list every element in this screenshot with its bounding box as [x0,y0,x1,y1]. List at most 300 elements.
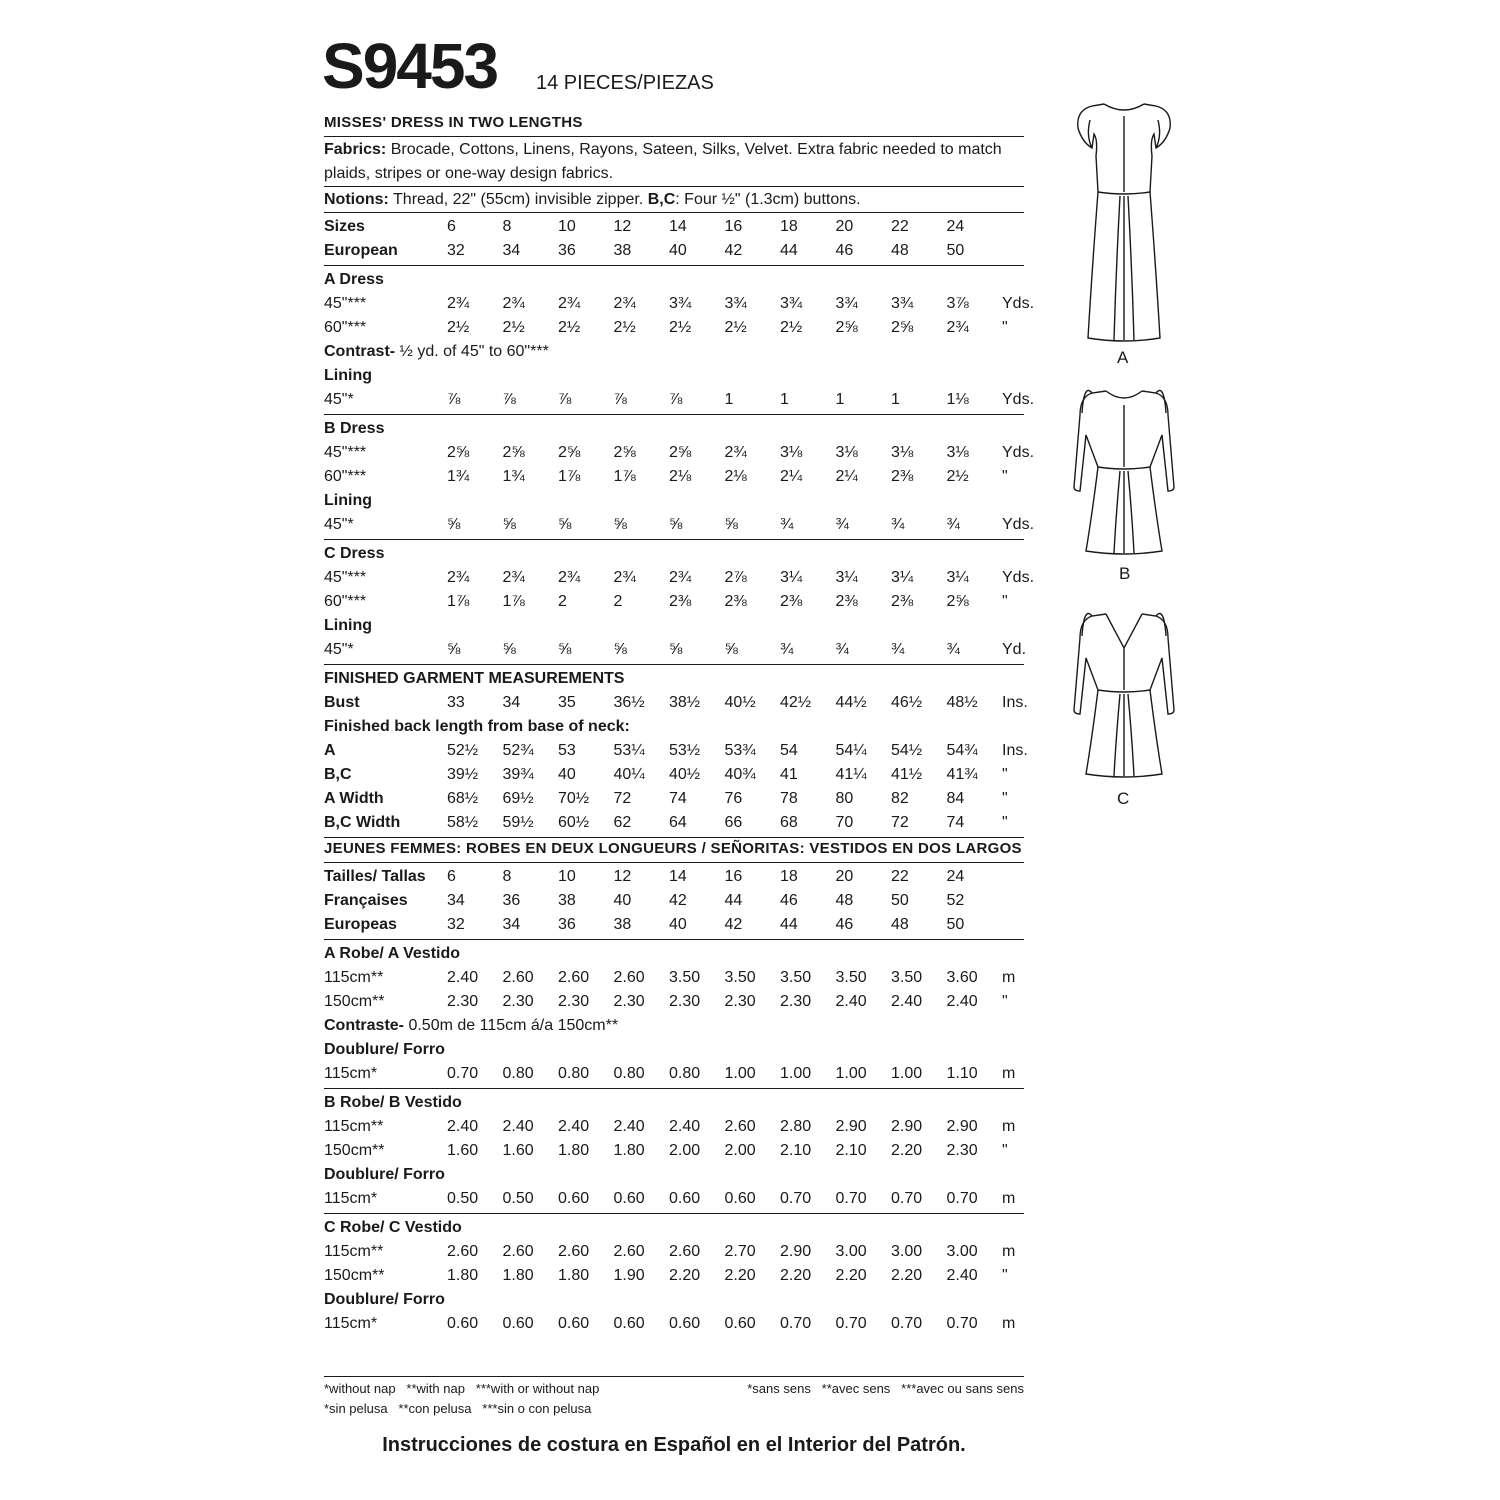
row-label: Sizes [324,218,365,235]
unit-label: " [1002,1267,1008,1284]
table-cell: 1.90 [613,1267,645,1284]
dress-a-lining-rows [324,388,1035,412]
table-cell: 2½ [724,319,747,336]
table-cell: 20 [835,868,854,885]
table-cell: ¾ [835,516,849,533]
table-cell: 0.60 [613,1315,645,1332]
table-cell: 3¾ [835,295,858,312]
table-cell: 34 [502,242,521,259]
finished-rows [324,739,1028,835]
table-cell: 2½ [502,319,525,336]
table-cell: 0.80 [502,1065,534,1082]
robe-b-lining-rows [324,1187,1024,1211]
table-cell: 52 [946,892,965,909]
pattern-title: MISSES' DRESS IN TWO LENGTHS [324,112,1024,137]
table-cell: 48 [891,916,909,933]
table-cell: 0.70 [780,1315,812,1332]
notions-bc-label: B,C [647,191,676,208]
table-cell: 2.60 [447,1243,479,1260]
dress-b-lining-heading: Lining [324,492,372,509]
table-cell: 40 [669,242,687,259]
table-cell: ⅞ [613,391,627,408]
table-cell: 2⅜ [724,593,747,610]
table-cell: 2 [558,593,567,610]
table-cell: 50 [946,242,965,259]
contraste-label: Contraste- [324,1017,405,1034]
table-cell: 36 [502,892,521,909]
table-cell: 2⅞ [724,569,747,586]
row-label: 45"* [324,516,354,533]
table-cell: 2½ [558,319,581,336]
dress-a-illustration [1068,100,1180,345]
table-cell: 1.80 [447,1267,479,1284]
table-cell: 2.30 [780,993,812,1010]
table-row [324,513,1035,537]
dress-a-heading: A Dress [324,271,384,288]
table-row [324,1187,1024,1211]
dress-a-section [324,266,1035,415]
table-row [324,1264,1024,1288]
table-cell: 3.50 [891,969,923,986]
table-cell: ¾ [891,516,905,533]
contraste-line [324,1014,1024,1038]
unit-label: " [1002,593,1008,610]
table-cell: 3⅛ [891,444,914,461]
table-cell: 2.30 [502,993,534,1010]
table-cell: 2⅝ [835,319,858,336]
table-row [324,215,1024,239]
table-cell: 0.60 [502,1315,534,1332]
table-cell: 62 [613,814,632,831]
table-cell: 40 [558,766,576,783]
table-cell: 2.60 [613,1243,645,1260]
table-cell: 44 [780,916,798,933]
figure-b-label: B [1119,564,1131,583]
table-cell: 0.70 [835,1190,867,1207]
row-label: 45"*** [324,569,367,586]
table-cell: 0.70 [835,1315,867,1332]
table-cell: 2.40 [447,969,479,986]
table-row [324,292,1035,316]
table-row [324,465,1024,489]
table-cell: 1 [835,391,845,408]
table-cell: 2⅝ [669,444,692,461]
table-cell: 2.30 [558,993,590,1010]
table-row [324,1240,1024,1264]
table-cell: 0.50 [502,1190,534,1207]
table-cell: 2.20 [891,1267,923,1284]
table-cell: 2.40 [669,1118,701,1135]
table-cell: 2⅛ [669,468,692,485]
table-cell: 40 [613,892,632,909]
table-cell: 40½ [669,766,701,783]
table-cell: 2¾ [724,444,747,461]
table-cell: 0.60 [669,1315,701,1332]
table-cell: 3.50 [835,969,867,986]
table-cell: 32 [447,242,465,259]
table-cell: 40¾ [724,766,756,783]
table-cell: 2⅜ [669,593,692,610]
table-cell: 50 [891,892,909,909]
row-label: 60"*** [324,319,367,336]
table-cell: ⅞ [502,391,516,408]
table-cell: 2⅜ [891,593,914,610]
table-cell: 53 [558,742,576,759]
table-row [324,865,1024,889]
table-cell: 12 [613,218,632,235]
unit-label: Ins. [1002,742,1028,759]
table-cell: 36 [558,916,576,933]
table-row [324,239,1024,263]
table-cell: 2.90 [946,1118,978,1135]
table-cell: 46 [835,916,854,933]
row-label: 45"* [324,391,354,408]
table-cell: 2⅜ [891,468,914,485]
dress-b-heading: B Dress [324,420,385,437]
unit-label: m [1002,1065,1016,1082]
table-cell: 70½ [558,790,590,807]
table-cell: 1.60 [502,1142,534,1159]
table-cell: 38 [613,242,632,259]
table-cell: 41½ [891,766,923,783]
table-cell: 2.10 [780,1142,812,1159]
table-cell: 59½ [502,814,534,831]
unit-label: Yds. [1002,295,1035,312]
table-cell: 2.40 [946,993,978,1010]
robe-c-heading: C Robe/ C Vestido [324,1219,462,1236]
table-cell: 2.30 [447,993,479,1010]
finished-measurements-section [324,665,1028,838]
table-row [324,990,1024,1014]
table-cell: ¾ [780,516,794,533]
table-cell: 8 [502,868,512,885]
contrast-label: Contrast- [324,343,396,360]
table-cell: 6 [447,868,456,885]
table-cell: 80 [835,790,854,807]
row-label: 150cm** [324,993,385,1010]
table-cell: 2¾ [502,295,525,312]
table-cell: 53½ [669,742,701,759]
dress-c-section [324,540,1035,665]
table-cell: 1⅞ [502,593,525,610]
table-cell: 1.80 [502,1267,534,1284]
table-cell: 2.60 [724,1118,756,1135]
table-cell: 2.20 [669,1267,701,1284]
table-cell: 52¾ [502,742,534,759]
row-label: Europeas [324,916,397,933]
table-cell: 52½ [447,742,479,759]
footnote-french: *sans sens **avec sens ***avec ou sans sens [747,1381,1024,1396]
table-cell: 38 [613,916,632,933]
table-cell: 0.80 [669,1065,701,1082]
table-row [324,1115,1024,1139]
robe-c-lining-heading: Doublure/ Forro [324,1291,445,1308]
table-cell: 2.60 [669,1243,701,1260]
table-cell: 53¾ [724,742,756,759]
table-cell: 3.50 [669,969,701,986]
row-label: 115cm** [324,1118,384,1135]
table-cell: 3¾ [724,295,747,312]
table-cell: 2¾ [613,295,636,312]
unit-label [1002,239,1034,263]
table-cell: 44½ [835,694,867,711]
notions-text: Thread, 22" (55cm) invisible zipper. [388,191,648,208]
table-cell: 2.40 [558,1118,590,1135]
unit-label: Yds. [1002,391,1035,408]
row-label: 45"*** [324,444,367,461]
table-cell: 1.80 [558,1142,590,1159]
table-cell: 0.60 [724,1190,756,1207]
table-cell: 2.60 [502,969,534,986]
table-cell: 38 [558,892,576,909]
table-cell: 74 [946,814,965,831]
table-cell: 1.60 [447,1142,479,1159]
figure-c-label: C [1117,789,1130,808]
sizes-table [324,213,1024,266]
unit-label: " [1002,766,1008,783]
unit-label: m [1002,1243,1016,1260]
unit-label: Yds. [1002,516,1035,533]
table-cell: 2.30 [724,993,756,1010]
table-cell: ¾ [835,641,849,658]
table-cell: 0.60 [558,1315,590,1332]
table-cell: 2.10 [835,1142,867,1159]
table-cell: 2⅝ [447,444,470,461]
unit-label: m [1002,1315,1016,1332]
table-cell: 1.00 [780,1065,812,1082]
table-cell: 1⅞ [558,468,581,485]
table-cell: 8 [502,218,512,235]
unit-label [1002,913,1034,937]
table-cell: 2.30 [946,1142,978,1159]
table-cell: 40¼ [613,766,645,783]
robe-c-lining-rows [324,1312,1024,1336]
dress-c-rows [324,566,1035,614]
dress-c-lining-rows [324,638,1027,662]
table-cell: 84 [946,790,965,807]
row-label: B,C [324,766,352,783]
table-cell: 2½ [946,468,969,485]
table-cell: 36 [558,242,576,259]
table-cell: 2⅝ [613,444,636,461]
table-row [324,566,1035,590]
unit-label: Ins. [1002,694,1028,711]
table-cell: 1⅞ [613,468,636,485]
table-cell: ⅝ [447,516,461,533]
robe-a-heading: A Robe/ A Vestido [324,945,461,962]
table-cell: 2.90 [780,1243,812,1260]
table-cell: 24 [946,868,965,885]
row-label: 115cm** [324,969,384,986]
row-label: 60"*** [324,468,367,485]
table-cell: 2.60 [558,969,590,986]
table-cell: 53¼ [613,742,645,759]
unit-label [1002,889,1034,913]
table-row [324,889,1024,913]
table-cell: 3¼ [835,569,858,586]
table-row [324,1139,1024,1163]
pattern-envelope-back [322,30,1035,1338]
robe-b-lining-heading: Doublure/ Forro [324,1166,445,1183]
table-cell: 2.60 [558,1243,590,1260]
table-cell: 3¾ [780,295,803,312]
table-cell: 1 [724,391,734,408]
table-cell: 2.30 [613,993,645,1010]
table-cell: 0.70 [946,1190,978,1207]
robe-b-heading: B Robe/ B Vestido [324,1094,462,1111]
table-cell: 2.40 [502,1118,534,1135]
table-cell: 2.40 [891,993,923,1010]
unit-label: m [1002,1190,1016,1207]
unit-label: " [1002,468,1008,485]
row-label: Tailles/ Tallas [324,868,426,885]
row-label: B,C Width [324,814,401,831]
table-cell: 54 [780,742,798,759]
table-cell: ⅝ [502,516,516,533]
table-cell: 70 [835,814,854,831]
unit-label: m [1002,1118,1016,1135]
table-cell: ⅝ [724,641,738,658]
row-label: 45"* [324,641,354,658]
contrast-line [324,340,1024,364]
dress-b-lining-rows [324,513,1035,537]
dress-a-lining-heading: Lining [324,367,372,384]
row-label: 150cm** [324,1142,385,1159]
table-cell: ⅝ [613,641,627,658]
unit-label: " [1002,319,1008,336]
table-cell: 1 [891,391,900,408]
unit-label: Yds. [1002,569,1035,586]
table-cell: 2¾ [447,295,470,312]
table-cell: 2.80 [780,1118,812,1135]
table-cell: 18 [780,868,798,885]
table-cell: 24 [946,218,965,235]
table-cell: 2¾ [613,569,636,586]
spanish-instructions-note: Instrucciones de costura en Español en el Interior del Patrón. [382,1434,966,1456]
table-cell: 50 [946,916,965,933]
footnote-line-1 [324,1379,1024,1399]
table-cell: 0.50 [447,1190,479,1207]
robe-c-rows [324,1240,1024,1288]
bust-row [324,691,1028,715]
table-cell: 2¾ [558,295,581,312]
table-cell: ⅝ [502,641,516,658]
table-cell: 1¾ [502,468,525,485]
table-cell: 40 [669,916,687,933]
footnotes [324,1376,1024,1419]
table-cell: 12 [613,868,632,885]
table-cell: 1⅞ [447,593,470,610]
table-cell: ¾ [891,641,905,658]
dress-c-lining-heading: Lining [324,617,372,634]
table-row [324,811,1024,835]
table-row [324,388,1035,412]
unit-label: " [1002,1142,1008,1159]
table-cell: 2¼ [835,468,858,485]
table-cell: 2 [613,593,623,610]
table-cell: 68 [780,814,798,831]
table-cell: 0.70 [780,1190,812,1207]
table-cell: 64 [669,814,687,831]
table-cell: 78 [780,790,798,807]
row-label: 150cm** [324,1267,385,1284]
table-row [324,590,1024,614]
robe-a-rows [324,966,1024,1014]
dress-b-rows [324,441,1035,489]
table-cell: 0.70 [891,1315,923,1332]
table-row [324,763,1024,787]
table-cell: 14 [669,868,687,885]
table-cell: 69½ [502,790,534,807]
table-cell: 1.80 [613,1142,645,1159]
table-cell: 60½ [558,814,590,831]
table-cell: 0.70 [447,1065,479,1082]
table-cell: 1.00 [835,1065,867,1082]
table-row [324,316,1024,340]
table-row [324,441,1035,465]
row-label: European [324,242,398,259]
table-row [324,787,1024,811]
table-cell: 41¾ [946,766,978,783]
table-cell: 2.00 [724,1142,756,1159]
row-label: Bust [324,694,360,711]
contrast-text: ½ yd. of 45" to 60"*** [395,343,549,360]
table-cell: ⅝ [613,516,627,533]
translated-title: JEUNES FEMMES: ROBES EN DEUX LONGUEURS / SEÑORITAS: VESTIDOS EN DOS LARGOS [324,838,1024,863]
table-cell: 3⅞ [946,295,969,312]
table-cell: 3¼ [946,569,969,586]
row-label: 60"*** [324,593,367,610]
table-row [324,966,1024,990]
table-cell: 2⅝ [946,593,969,610]
table-cell: ⅝ [558,641,572,658]
table-cell: ⅝ [669,641,683,658]
table-row [324,913,1024,937]
table-cell: ⅝ [558,516,572,533]
table-cell: 16 [724,868,743,885]
table-cell: 46 [780,892,798,909]
table-cell: 1¾ [447,468,470,485]
table-cell: 0.70 [946,1315,978,1332]
dress-b-section [324,415,1035,540]
table-cell: 2½ [613,319,636,336]
piece-count: 14 PIECES/PIEZAS [536,72,714,94]
table-cell: 2.60 [502,1243,534,1260]
notions-section [324,187,1024,213]
table-cell: 34 [447,892,465,909]
table-cell: 14 [669,218,687,235]
unit-label: " [1002,993,1008,1010]
table-cell: 82 [891,790,909,807]
table-cell: 10 [558,218,576,235]
robe-c-section [324,1214,1024,1338]
table-cell: 3⅛ [835,444,858,461]
table-cell: ⅝ [447,641,461,658]
row-label: A [324,742,336,759]
dress-c-heading: C Dress [324,545,385,562]
robe-b-rows [324,1115,1024,1163]
table-cell: 2¾ [447,569,470,586]
table-cell: 2.90 [891,1118,923,1135]
table-cell: 48½ [946,694,978,711]
header [324,30,1024,105]
table-cell: 22 [891,868,909,885]
table-cell: 18 [780,218,798,235]
table-cell: 2⅝ [558,444,581,461]
table-cell: 0.70 [891,1190,923,1207]
table-cell: 39¾ [502,766,534,783]
table-cell: 3¾ [891,295,914,312]
